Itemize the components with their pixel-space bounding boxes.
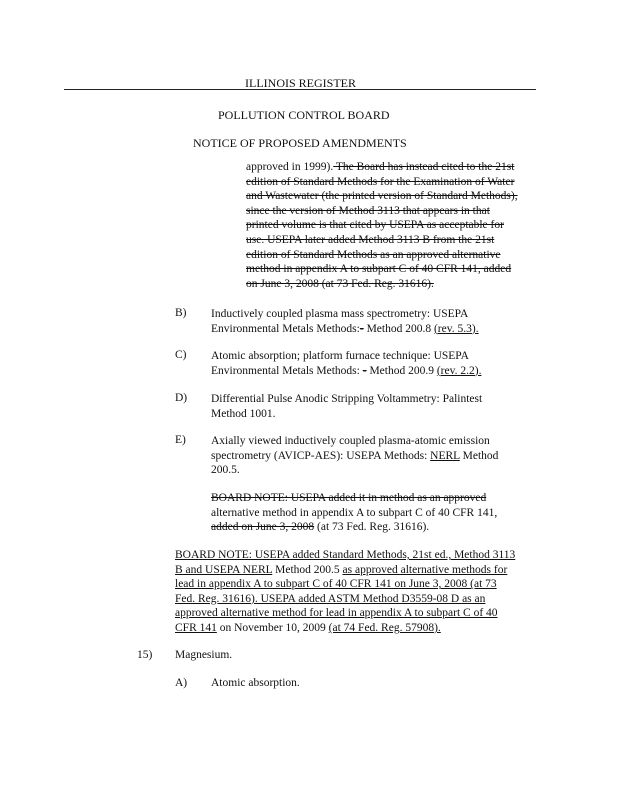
board-note: BOARD NOTE: USEPA added Standard Methods, 21st ed., Method 3113 B and USEPA NERL Method 200.5 as approved alternative methods for lead in appendix A to subpart C of 40 CFR 141 on June 3, 2008 (at 73 Fed. Reg. 31616). USEPA added ASTM Method D3559-08 D as an approved alternative method for lead in appendix A to subpart C of 40 CFR 141 on November 10, 2009 (at 74 Fed. Reg. 57908). bbox=[175, 549, 516, 634]
item-15-a-text: Atomic absorption. bbox=[211, 677, 300, 689]
continuation-paragraph: approved in 1999). The Board has instead cited to the 21st edition of Standard Methods for the Examination of Water and Wastewater (the printed version of Standard Methods), since the version of Method 3113 that appears in that printed volume is that cited by USEPA as acceptable for use. USEPA later added Method 3113 B from the 21st edition of Standard Methods as an approved alternative method in appendix A to subpart C of 40 CFR 141, added on June 3, 2008 (at 73 Fed. Reg. 31616). bbox=[246, 161, 518, 290]
header-rule bbox=[64, 89, 536, 90]
item-15-number: 15) bbox=[137, 649, 153, 661]
item-b-label: B) bbox=[175, 307, 187, 319]
item-e-label: E) bbox=[175, 434, 186, 446]
item-c-label: C) bbox=[175, 349, 187, 361]
register-title: ILLINOIS REGISTER bbox=[245, 76, 356, 90]
item-d-label: D) bbox=[175, 392, 188, 404]
item-c-text: Atomic absorption; platform furnace technique: USEPA Environmental Metals Methods: - Method 200.9 (rev. 2.2). bbox=[211, 350, 482, 377]
struck-board-note: BOARD NOTE: USEPA added it in method as an approved alternative method in appendix A to subpart C of 40 CFR 141, added on June 3, 2008 (at 73 Fed. Reg. 31616). bbox=[211, 492, 498, 534]
item-e-text: Axially viewed inductively coupled plasma-atomic emission spectrometry (AVICP-AES): USEPA Methods: NERL Method 200.5. bbox=[211, 435, 499, 477]
item-d-text: Differential Pulse Anodic Stripping Voltammetry: Palintest Method 1001. bbox=[211, 393, 483, 420]
notice-title: NOTICE OF PROPOSED AMENDMENTS bbox=[193, 136, 407, 150]
item-15-title: Magnesium. bbox=[175, 649, 233, 661]
item-b-text: Inductively coupled plasma mass spectrometry: USEPA Environmental Metals Methods:- Method 200.8 (rev. 5.3). bbox=[211, 308, 479, 335]
board-title: POLLUTION CONTROL BOARD bbox=[218, 108, 390, 122]
item-15-a-label: A) bbox=[175, 677, 188, 689]
